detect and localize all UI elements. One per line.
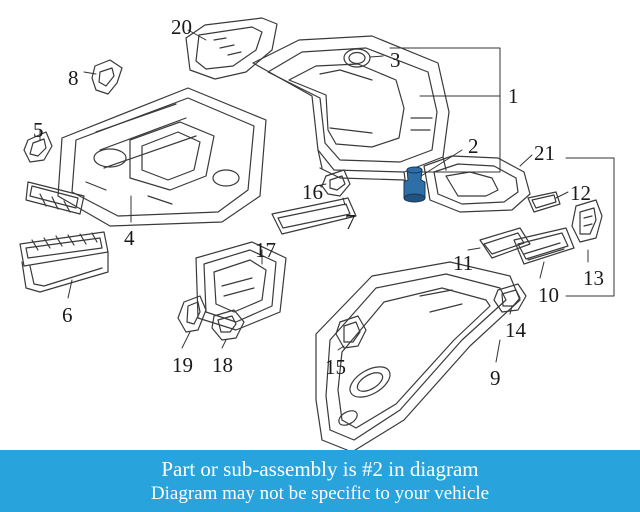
part-12-shape (528, 192, 560, 212)
callout-14: 14 (505, 318, 526, 342)
part-13-shape (572, 200, 602, 242)
callout-20: 20 (171, 15, 192, 39)
callout-21: 21 (534, 141, 555, 165)
part-5b-shape (26, 182, 84, 214)
part-6-shape (20, 232, 108, 292)
part-20-shape (186, 18, 277, 79)
part-4-shape (58, 88, 266, 226)
callout-9: 9 (490, 366, 501, 390)
part-8-shape (92, 60, 122, 94)
part-9-shape (316, 262, 520, 452)
callout-13: 13 (583, 266, 604, 290)
part-15-shape (336, 316, 366, 348)
callout-5: 5 (33, 118, 44, 142)
caption-line-primary: Part or sub-assembly is #2 in diagram (161, 456, 479, 481)
callout-19: 19 (172, 353, 193, 377)
callout-11: 11 (453, 251, 474, 275)
part-19-shape (178, 296, 206, 332)
callout-12: 12 (570, 181, 591, 205)
part-1-shape (253, 36, 449, 186)
callout-2: 2 (468, 134, 479, 158)
callout-4: 4 (124, 226, 135, 250)
callout-8: 8 (68, 66, 79, 90)
caption-bar (0, 450, 640, 512)
callout-1: 1 (508, 84, 519, 108)
callout-10: 10 (538, 283, 559, 307)
callout-16: 16 (302, 180, 323, 204)
callout-3: 3 (390, 48, 401, 72)
callout-7: 7 (345, 210, 356, 234)
callout-15: 15 (325, 355, 346, 379)
highlighted-part-2 (404, 167, 425, 202)
part-18-shape (212, 310, 244, 340)
callout-18: 18 (212, 353, 233, 377)
part-16-shape (322, 170, 350, 196)
callout-6: 6 (62, 303, 73, 327)
callout-17: 17 (255, 238, 276, 262)
caption-line-secondary: Diagram may not be specific to your vehicle (150, 482, 490, 504)
